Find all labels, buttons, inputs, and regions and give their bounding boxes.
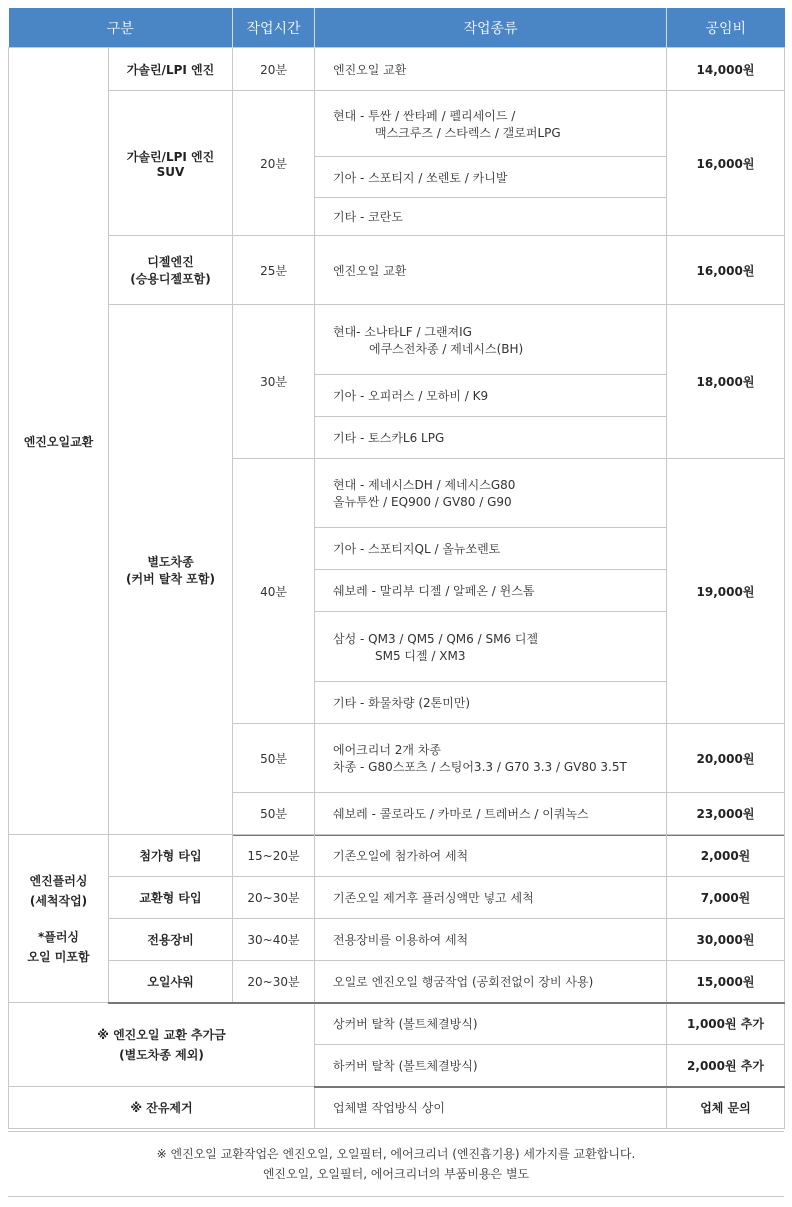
table-row — [9, 961, 785, 1003]
table-row — [9, 236, 785, 305]
time-cell: 30~40분 — [233, 919, 315, 961]
price-table — [8, 8, 785, 1129]
row-label: 전용장비 — [109, 919, 233, 961]
wage-cell: 2,000원 추가 — [667, 1045, 785, 1087]
table-header — [9, 8, 785, 48]
row-label-line: 디젤엔진 — [147, 255, 194, 269]
work-line: 현대 - 제네시스DH / 제네시스G80 — [333, 478, 516, 492]
wage-cell: 업체 문의 — [667, 1087, 785, 1129]
work-line: SM5 디젤 / XM3 — [375, 648, 466, 663]
flushing-group — [9, 835, 109, 1003]
extra-title-line: (별도차종 제외) — [119, 1047, 204, 1062]
header-wage: 공임비 — [667, 8, 785, 48]
work-line: 에쿠스전차종 / 제네시스(BH) — [369, 341, 524, 356]
table-row — [9, 835, 785, 877]
time-cell: 50분 — [233, 724, 315, 793]
table-row — [9, 919, 785, 961]
row-label-line: SUV — [156, 164, 185, 179]
work-cell: 기존오일에 첨가하여 세척 — [315, 835, 667, 877]
engine-oil-group: 엔진오일교환 — [9, 48, 109, 835]
work-cell: 엔진오일 교환 — [315, 236, 667, 305]
row-label — [109, 305, 233, 835]
table-row — [9, 1087, 785, 1129]
wage-cell: 15,000원 — [667, 961, 785, 1003]
time-cell: 20~30분 — [233, 877, 315, 919]
work-cell: 상커버 탈착 (볼트체결방식) — [315, 1003, 667, 1045]
time-cell: 40분 — [233, 459, 315, 724]
work-cell: 기아 - 오피러스 / 모하비 / K9 — [315, 375, 667, 417]
time-cell: 50분 — [233, 793, 315, 835]
residue-title: ※ 잔유제거 — [9, 1087, 315, 1129]
work-line: 현대 - 투싼 / 싼타페 / 펠리세이드 / — [333, 108, 516, 123]
wage-cell: 1,000원 추가 — [667, 1003, 785, 1045]
time-cell: 25분 — [233, 236, 315, 305]
table-row — [9, 91, 785, 157]
work-cell: 기타 - 화물차량 (2톤미만) — [315, 682, 667, 724]
work-cell: 기아 - 스포티지QL / 올뉴쏘렌토 — [315, 528, 667, 570]
table-row — [9, 877, 785, 919]
work-line: 맥스크루즈 / 스타렉스 / 갤로퍼LPG — [375, 125, 561, 140]
work-cell: 기존오일 제거후 플러싱액만 넣고 세척 — [315, 877, 667, 919]
work-cell: 업체별 작업방식 상이 — [315, 1087, 667, 1129]
flushing-group-line: 엔진플러싱 — [29, 873, 88, 888]
work-cell: 쉐보레 - 말리부 디젤 / 알페온 / 윈스톰 — [315, 570, 667, 612]
work-line: 삼성 - QM3 / QM5 / QM6 / SM6 디젤 — [333, 631, 539, 646]
wage-cell: 14,000원 — [667, 48, 785, 91]
work-cell: 엔진오일 교환 — [315, 48, 667, 91]
time-cell: 30분 — [233, 305, 315, 459]
row-label: 가솔린/LPI 엔진 — [109, 48, 233, 91]
footnote-line: ※ 엔진오일 교환작업은 엔진오일, 오일필터, 에어크리너 (엔진흡기용) 세가지를 교환합니다. — [156, 1147, 636, 1161]
row-label-line: 별도차종 — [147, 554, 194, 569]
time-cell: 20분 — [233, 91, 315, 236]
table-row — [9, 305, 785, 375]
work-cell: 하커버 탈착 (볼트체결방식) — [315, 1045, 667, 1087]
wage-cell: 2,000원 — [667, 835, 785, 877]
wage-cell: 18,000원 — [667, 305, 785, 459]
table-row — [9, 48, 785, 91]
work-cell — [315, 91, 667, 157]
work-cell: 전용장비를 이용하여 세척 — [315, 919, 667, 961]
flushing-group-line: 오일 미포함 — [27, 949, 90, 964]
table-row — [9, 1003, 785, 1045]
work-cell: 기아 - 스포티지 / 쏘렌토 / 카니발 — [315, 157, 667, 198]
wage-cell: 16,000원 — [667, 91, 785, 236]
wage-cell: 7,000원 — [667, 877, 785, 919]
row-label — [109, 236, 233, 305]
wage-cell: 23,000원 — [667, 793, 785, 835]
work-line: 에어크리너 2개 차종 — [333, 743, 442, 757]
header-work: 작업종류 — [315, 8, 667, 48]
time-cell: 20분 — [233, 48, 315, 91]
wage-cell: 30,000원 — [667, 919, 785, 961]
row-label: 첨가형 타입 — [109, 835, 233, 877]
wage-cell: 16,000원 — [667, 236, 785, 305]
time-cell: 15~20분 — [233, 835, 315, 877]
row-label-line: 가솔린/LPI 엔진 — [126, 149, 215, 164]
work-cell — [315, 612, 667, 682]
work-cell: 기타 - 코란도 — [315, 198, 667, 236]
work-cell — [315, 305, 667, 375]
header-category: 구분 — [9, 8, 233, 48]
footnote — [8, 1131, 784, 1197]
work-line: 차종 - G80스포츠 / 스팅어3.3 / G70 3.3 / GV80 3.5T — [333, 760, 627, 774]
extra-title-line: ※ 엔진오일 교환 추가금 — [97, 1027, 226, 1042]
flushing-group-line: (세척작업) — [29, 893, 88, 908]
extra-title — [9, 1003, 315, 1087]
work-cell: 기타 - 토스카L6 LPG — [315, 417, 667, 459]
row-label-line: (승용디젤포함) — [130, 272, 211, 286]
row-label: 교환형 타입 — [109, 877, 233, 919]
row-label-line: (커버 탈착 포함) — [126, 571, 215, 586]
wage-cell: 20,000원 — [667, 724, 785, 793]
time-cell: 20~30분 — [233, 961, 315, 1003]
row-label — [109, 91, 233, 236]
work-cell — [315, 459, 667, 528]
flushing-group-line: *플러싱 — [37, 929, 80, 944]
work-cell: 쉐보레 - 콜로라도 / 카마로 / 트레버스 / 이쿼녹스 — [315, 793, 667, 835]
work-cell — [315, 724, 667, 793]
work-line: 현대- 소나타LF / 그랜져IG — [333, 324, 472, 339]
row-label: 오일샤워 — [109, 961, 233, 1003]
footnote-line: 엔진오일, 오일필터, 에어크리너의 부품비용은 별도 — [262, 1167, 530, 1181]
work-line: 올뉴투싼 / EQ900 / GV80 / G90 — [333, 495, 512, 509]
header-time: 작업시간 — [233, 8, 315, 48]
work-cell: 오일로 엔진오일 행굼작업 (공회전없이 장비 사용) — [315, 961, 667, 1003]
wage-cell: 19,000원 — [667, 459, 785, 724]
